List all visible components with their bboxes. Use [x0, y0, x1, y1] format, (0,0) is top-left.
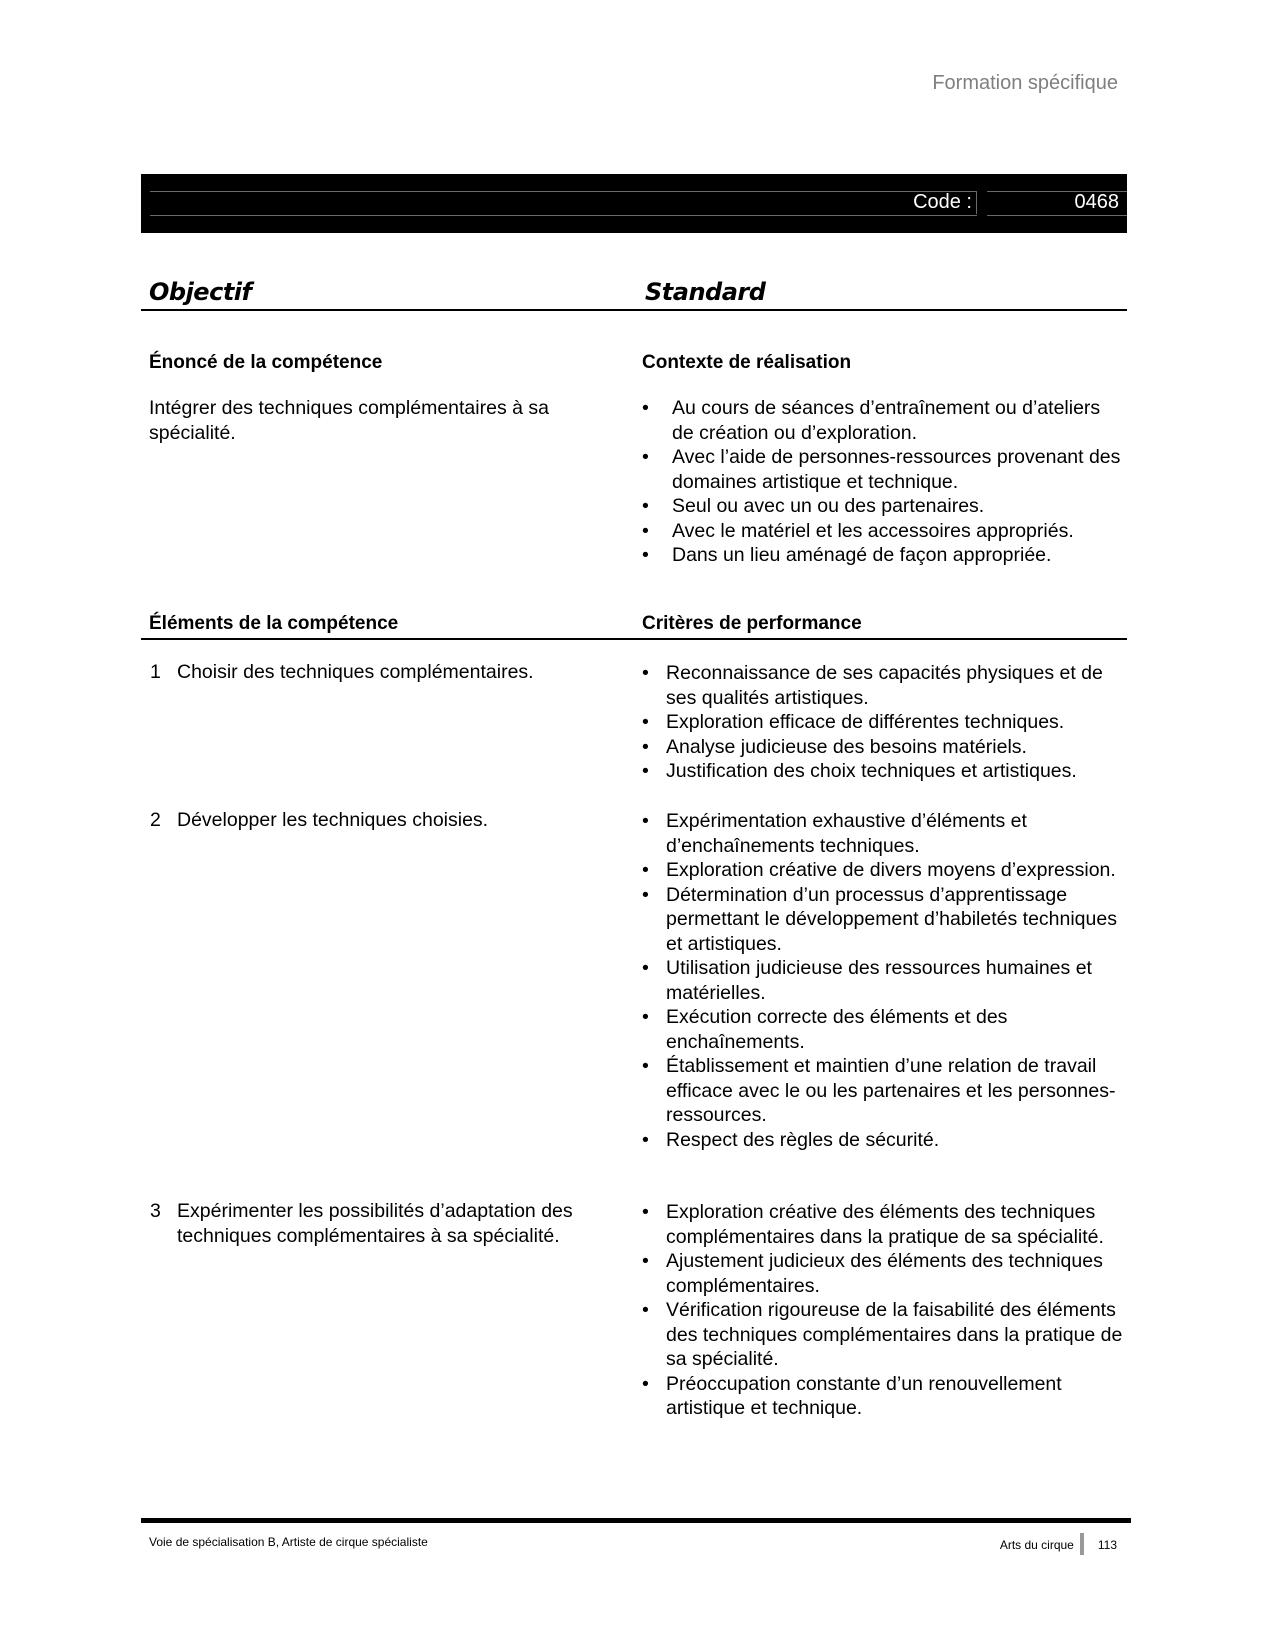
bullet-icon: •: [642, 711, 649, 733]
criterion-text: Expérimentation exhaustive d’éléments et d’enchaînements techniques.: [666, 810, 1027, 857]
element-3: [150, 1199, 620, 1248]
list-item: [642, 1200, 1127, 1249]
bullet-icon: •: [642, 1299, 649, 1321]
criterion-text: Détermination d’un processus d’apprentissage permettant le développement d’habiletés techniques et artistiques.: [666, 883, 1117, 955]
element-number: 3: [150, 1200, 161, 1222]
context-item-text: Seul ou avec un ou des partenaires.: [672, 495, 985, 517]
criterion-text: Préoccupation constante d’un renouvellement artistique et technique.: [666, 1372, 1062, 1419]
bullet-icon: •: [642, 495, 649, 517]
statement-text: Intégrer des techniques complémentaires à sa spécialité.: [149, 397, 549, 444]
bullet-icon: •: [642, 760, 649, 782]
bullet-icon: •: [642, 446, 649, 468]
list-item: [642, 735, 1127, 760]
heading-rule: [141, 309, 1127, 311]
element-number: 1: [150, 661, 161, 683]
bullet-icon: •: [642, 397, 649, 419]
context-item-text: Dans un lieu aménagé de façon appropriée.: [672, 544, 1052, 566]
criterion-text: Utilisation judicieuse des ressources humaines et matérielles.: [666, 957, 1092, 1004]
bullet-icon: •: [642, 544, 649, 566]
footer-rule: [141, 1518, 1131, 1523]
list-item: [642, 710, 1127, 735]
code-value: 0468: [1074, 191, 1119, 213]
footer-separator: [1080, 1533, 1084, 1555]
element-1: [150, 660, 620, 685]
bullet-icon: •: [642, 519, 649, 542]
criterion-text: Établissement et maintien d’une relation de travail efficace avec le ou les partenaires et les personnes-ressources.: [666, 1055, 1116, 1126]
code-banner: [141, 174, 1127, 233]
list-item: [642, 661, 1127, 710]
criterion-text: Ajustement judicieux des éléments des techniques complémentaires.: [666, 1250, 1103, 1297]
bullet-icon: •: [642, 859, 649, 881]
context-item-text: Au cours de séances d’entraînement ou d’ateliers de création ou d’exploration.: [672, 397, 1101, 444]
context-item-text: Avec le matériel et les accessoires appropriés.: [672, 519, 1074, 542]
criteria-list-1: [642, 661, 1127, 784]
bullet-icon: •: [642, 1250, 649, 1272]
list-item: [642, 494, 1122, 519]
bullet-icon: •: [642, 1201, 649, 1223]
list-item: [642, 956, 1127, 1005]
element-text: Expérimenter les possibilités d’adaptation des techniques complémentaires à sa spécialité.: [177, 1200, 573, 1247]
page-number: 113: [1097, 1538, 1117, 1553]
context-list: [642, 396, 1122, 568]
banner-gap: [977, 190, 987, 216]
elements-rule: [141, 638, 1127, 640]
list-item: [642, 1249, 1127, 1298]
objectif-heading: Objectif: [149, 278, 252, 306]
context-item-text: Avec l’aide de personnes-ressources provenant des domaines artistique et technique.: [672, 446, 1121, 493]
list-item: [642, 519, 1122, 544]
bullet-icon: •: [642, 810, 649, 832]
bullet-icon: •: [642, 883, 649, 906]
criteria-label: Critères de performance: [642, 613, 862, 634]
list-item: [642, 445, 1122, 494]
element-text: Choisir des techniques complémentaires.: [177, 661, 534, 683]
bullet-icon: •: [642, 957, 649, 979]
list-item: [642, 809, 1127, 858]
criterion-text: Analyse judicieuse des besoins matériels.: [666, 735, 1027, 758]
page-section-title: Formation spécifique: [932, 72, 1118, 94]
list-item: [642, 883, 1127, 957]
context-label: Contexte de réalisation: [642, 352, 852, 373]
list-item: [642, 396, 1122, 445]
criterion-text: Justification des choix techniques et artistiques.: [666, 760, 1077, 782]
criterion-text: Respect des règles de sécurité.: [666, 1128, 940, 1151]
criterion-text: Exploration efficace de différentes techniques.: [666, 711, 1065, 733]
elements-label: Éléments de la compétence: [149, 613, 399, 634]
criteria-list-3: [642, 1200, 1127, 1421]
list-item: [642, 1298, 1127, 1372]
list-item: [642, 858, 1127, 883]
bullet-icon: •: [642, 662, 649, 684]
footer-program-name: Arts du cirque: [999, 1538, 1074, 1553]
criterion-text: Exploration créative des éléments des techniques complémentaires dans la pratique de sa spécialité.: [666, 1201, 1104, 1248]
list-item: [642, 543, 1122, 568]
element-number: 2: [150, 809, 161, 831]
list-item: [642, 1128, 1127, 1153]
criterion-text: Reconnaissance de ses capacités physiques et de ses qualités artistiques.: [666, 662, 1103, 709]
criteria-list-2: [642, 809, 1127, 1152]
list-item: [642, 1005, 1127, 1054]
list-item: [642, 1372, 1127, 1421]
bullet-icon: •: [642, 1055, 649, 1077]
element-2: [150, 808, 620, 833]
bullet-icon: •: [642, 1006, 649, 1028]
footer-right: [1000, 1535, 1117, 1557]
element-text: Développer les techniques choisies.: [177, 809, 489, 831]
criterion-text: Exécution correcte des éléments et des enchaînements.: [666, 1006, 1008, 1053]
bullet-icon: •: [642, 1128, 649, 1151]
bullet-icon: •: [642, 735, 649, 758]
code-label: Code :: [913, 191, 977, 214]
footer-program-path: Voie de spécialisation B, Artiste de cirque spécialiste: [149, 1535, 428, 1549]
criterion-text: Exploration créative de divers moyens d’expression.: [666, 859, 1116, 881]
statement-label: Énoncé de la compétence: [149, 352, 383, 373]
standard-heading: Standard: [645, 278, 766, 306]
list-item: [642, 1054, 1127, 1128]
criterion-text: Vérification rigoureuse de la faisabilité des éléments des techniques complémentaires dans la pratique de sa spécialité.: [666, 1299, 1123, 1370]
bullet-icon: •: [642, 1372, 649, 1395]
list-item: [642, 759, 1127, 784]
